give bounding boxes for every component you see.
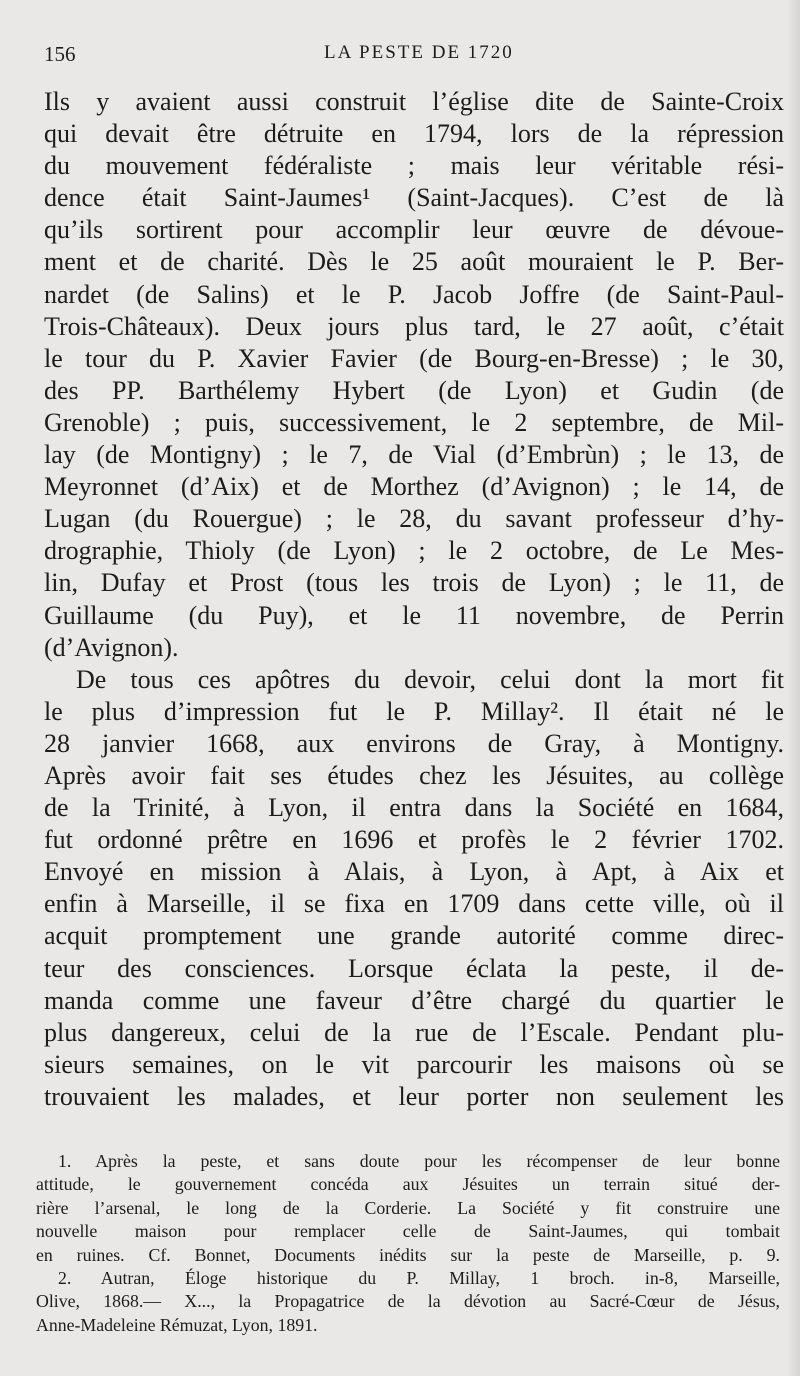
text-line: du mouvement fédéraliste ; mais leur véritable rési- <box>44 151 784 181</box>
text-line: nardet (de Salins) et le P. Jacob Joffre (de Saint-Paul- <box>44 279 784 309</box>
text-line: Lugan (du Rouergue) ; le 28, du savant professeur d’hy- <box>44 504 784 534</box>
text-line: Trois-Châteaux). Deux jours plus tard, le 27 août, c’était <box>44 311 784 341</box>
text-line: Grenoble) ; puis, successivement, le 2 septembre, de Mil- <box>44 407 784 437</box>
footnote-line: Olive, 1868.— X..., la Propagatrice de la dévotion au Sacré-Cœur de Jésus, <box>36 1291 780 1312</box>
text-line: trouvaient les malades, et leur porter non seulement les <box>44 1081 784 1111</box>
footnote-line: 2. Autran, Éloge historique du P. Millay, 1 broch. in-8, Marseille, <box>58 1267 780 1288</box>
text-line: de la Trinité, à Lyon, il entra dans la Société en 1684, <box>44 793 784 823</box>
footnote-line: nouvelle maison pour remplacer celle de Saint-Jaumes, qui tombait <box>36 1221 780 1242</box>
text-line: teur des consciences. Lorsque éclata la peste, il de- <box>44 953 784 983</box>
footnote-line: Anne-Madeleine Rémuzat, Lyon, 1891. <box>36 1314 318 1335</box>
text-line: lin, Dufay et Prost (tous les trois de Lyon) ; le 11, de <box>44 568 784 598</box>
text-line: acquit promptement une grande autorité comme direc- <box>44 921 784 951</box>
text-line: 28 janvier 1668, aux environs de Gray, à Montigny. <box>44 728 784 758</box>
footnotes <box>36 1150 780 1337</box>
text-line: drographie, Thioly (de Lyon) ; le 2 octobre, de Le Mes- <box>44 536 784 566</box>
footnote-line: en ruines. Cf. Bonnet, Documents inédits sur la peste de Marseille, p. 9. <box>36 1244 780 1265</box>
text-line: le plus d’impression fut le P. Millay². Il était né le <box>44 696 784 726</box>
text-line: fut ordonné prêtre en 1696 et profès le 2 février 1702. <box>44 825 784 855</box>
text-line: lay (de Montigny) ; le 7, de Vial (d’Embrùn) ; le 13, de <box>44 440 784 470</box>
text-line: ment et de charité. Dès le 25 août mouraient le P. Ber- <box>44 247 784 277</box>
text-line: sieurs semaines, on le vit parcourir les maisons où se <box>44 1049 784 1079</box>
text-line: Guillaume (du Puy), et le 11 novembre, de Perrin <box>44 600 784 630</box>
text-line: Meyronnet (d’Aix) et de Morthez (d’Avignon) ; le 14, de <box>44 472 784 502</box>
text-line: (d’Avignon). <box>44 632 179 662</box>
text-line: plus dangereux, celui de la rue de l’Escale. Pendant plu- <box>44 1017 784 1047</box>
footnote-line: 1. Après la peste, et sans doute pour les récompenser de leur bonne <box>58 1151 780 1171</box>
text-line: Envoyé en mission à Alais, à Lyon, à Apt, à Aix et <box>44 857 784 887</box>
text-line: enfin à Marseille, il se fixa en 1709 dans cette ville, où il <box>44 889 784 919</box>
text-line: De tous ces apôtres du devoir, celui dont la mort fit <box>76 664 784 694</box>
page-edge-shadow <box>786 0 800 1376</box>
text-line: dence était Saint-Jaumes¹ (Saint-Jacques). C’est de là <box>44 183 784 213</box>
page-header <box>44 36 784 72</box>
text-line: manda comme une faveur d’être chargé du quartier le <box>44 985 784 1015</box>
body-text <box>44 86 784 1113</box>
text-line: le tour du P. Xavier Favier (de Bourg-en-Bresse) ; le 30, <box>44 343 784 373</box>
text-line: Ils y avaient aussi construit l’église dite de Sainte-Croix <box>44 87 784 116</box>
text-line: des PP. Barthélemy Hybert (de Lyon) et Gudin (de <box>44 375 784 405</box>
running-title: LA PESTE DE 1720 <box>324 42 514 63</box>
text-line: Après avoir fait ses études chez les Jésuites, au collège <box>44 760 784 790</box>
footnote-line: attitude, le gouvernement concéda aux Jésuites un terrain situé der- <box>36 1174 780 1195</box>
page-number: 156 <box>44 42 76 66</box>
footnote-line: rière l’arsenal, le long de la Corderie. La Société y fit construire une <box>36 1197 780 1218</box>
text-line: qu’ils sortirent pour accomplir leur œuvre de dévoue- <box>44 215 784 245</box>
text-line: qui devait être détruite en 1794, lors de la répression <box>44 119 784 149</box>
